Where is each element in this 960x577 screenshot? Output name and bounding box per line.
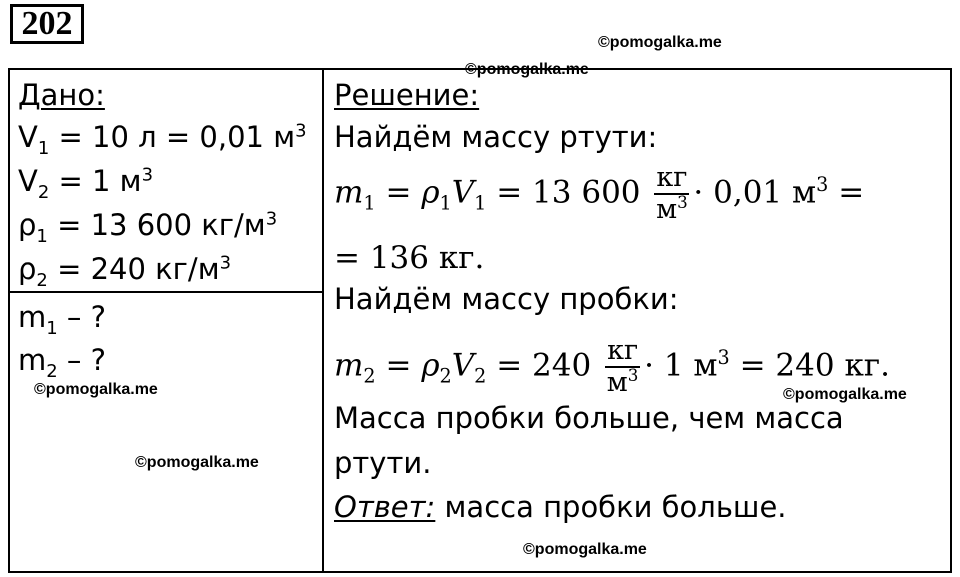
solution-line-comparison: Масса пробки больше, чем масса bbox=[334, 401, 844, 435]
solution-line-cork: Найдём массу пробки: bbox=[334, 282, 679, 316]
watermark: ©pomogalka.me bbox=[135, 454, 259, 471]
watermark: ©pomogalka.me bbox=[465, 61, 589, 78]
watermark: ©pomogalka.me bbox=[34, 381, 158, 398]
density-unit-fraction: $\frac{кг}{м^3}$ bbox=[606, 335, 639, 398]
watermark: ©pomogalka.me bbox=[783, 386, 907, 403]
equation-mercury-mass: $m_1 = \rho_1V_1 = 13$ 600 $\frac{кг}{м^3}$ · 0,01 $м^3$ = bbox=[334, 162, 865, 225]
problem-number: 202 bbox=[10, 4, 84, 44]
given-find-divider bbox=[8, 291, 323, 293]
find-m1: $m_1$ – ? bbox=[18, 300, 107, 339]
answer-line bbox=[334, 490, 787, 524]
given-v1: $V_1 = 10$ л = 0,01 $м^3$ bbox=[18, 120, 307, 159]
given-header: Дано: bbox=[18, 78, 105, 112]
watermark: ©pomogalka.me bbox=[523, 541, 647, 558]
watermark: ©pomogalka.me bbox=[598, 34, 722, 51]
density-unit-fraction: $\frac{кг}{м^3}$ bbox=[656, 162, 688, 225]
equation-cork-mass: $m_2 = \rho_2V_2 = 240$ $\frac{кг}{м^3}$ · 1 $м^3 = 240$ кг. bbox=[334, 335, 890, 398]
given-v2: $V_2 = 1$ $м^3$ bbox=[18, 164, 154, 203]
answer-text: масса пробки больше. bbox=[435, 490, 787, 524]
solution-header: Решение: bbox=[334, 78, 480, 112]
answer-label: Ответ: bbox=[334, 490, 436, 524]
equation-mercury-result: = 136 кг. bbox=[334, 240, 485, 276]
solution-line-comparison-cont: ртути. bbox=[334, 446, 432, 480]
given-rho1: $\rho_1 = 13$ 600 $кг/м^3$ bbox=[18, 208, 278, 247]
solution-line-mercury: Найдём массу ртути: bbox=[334, 120, 658, 154]
find-m2: $m_2$ – ? bbox=[18, 343, 107, 382]
table-column-divider bbox=[322, 68, 324, 573]
given-rho2: $\rho_2 = 240$ $кг/м^3$ bbox=[18, 252, 232, 291]
